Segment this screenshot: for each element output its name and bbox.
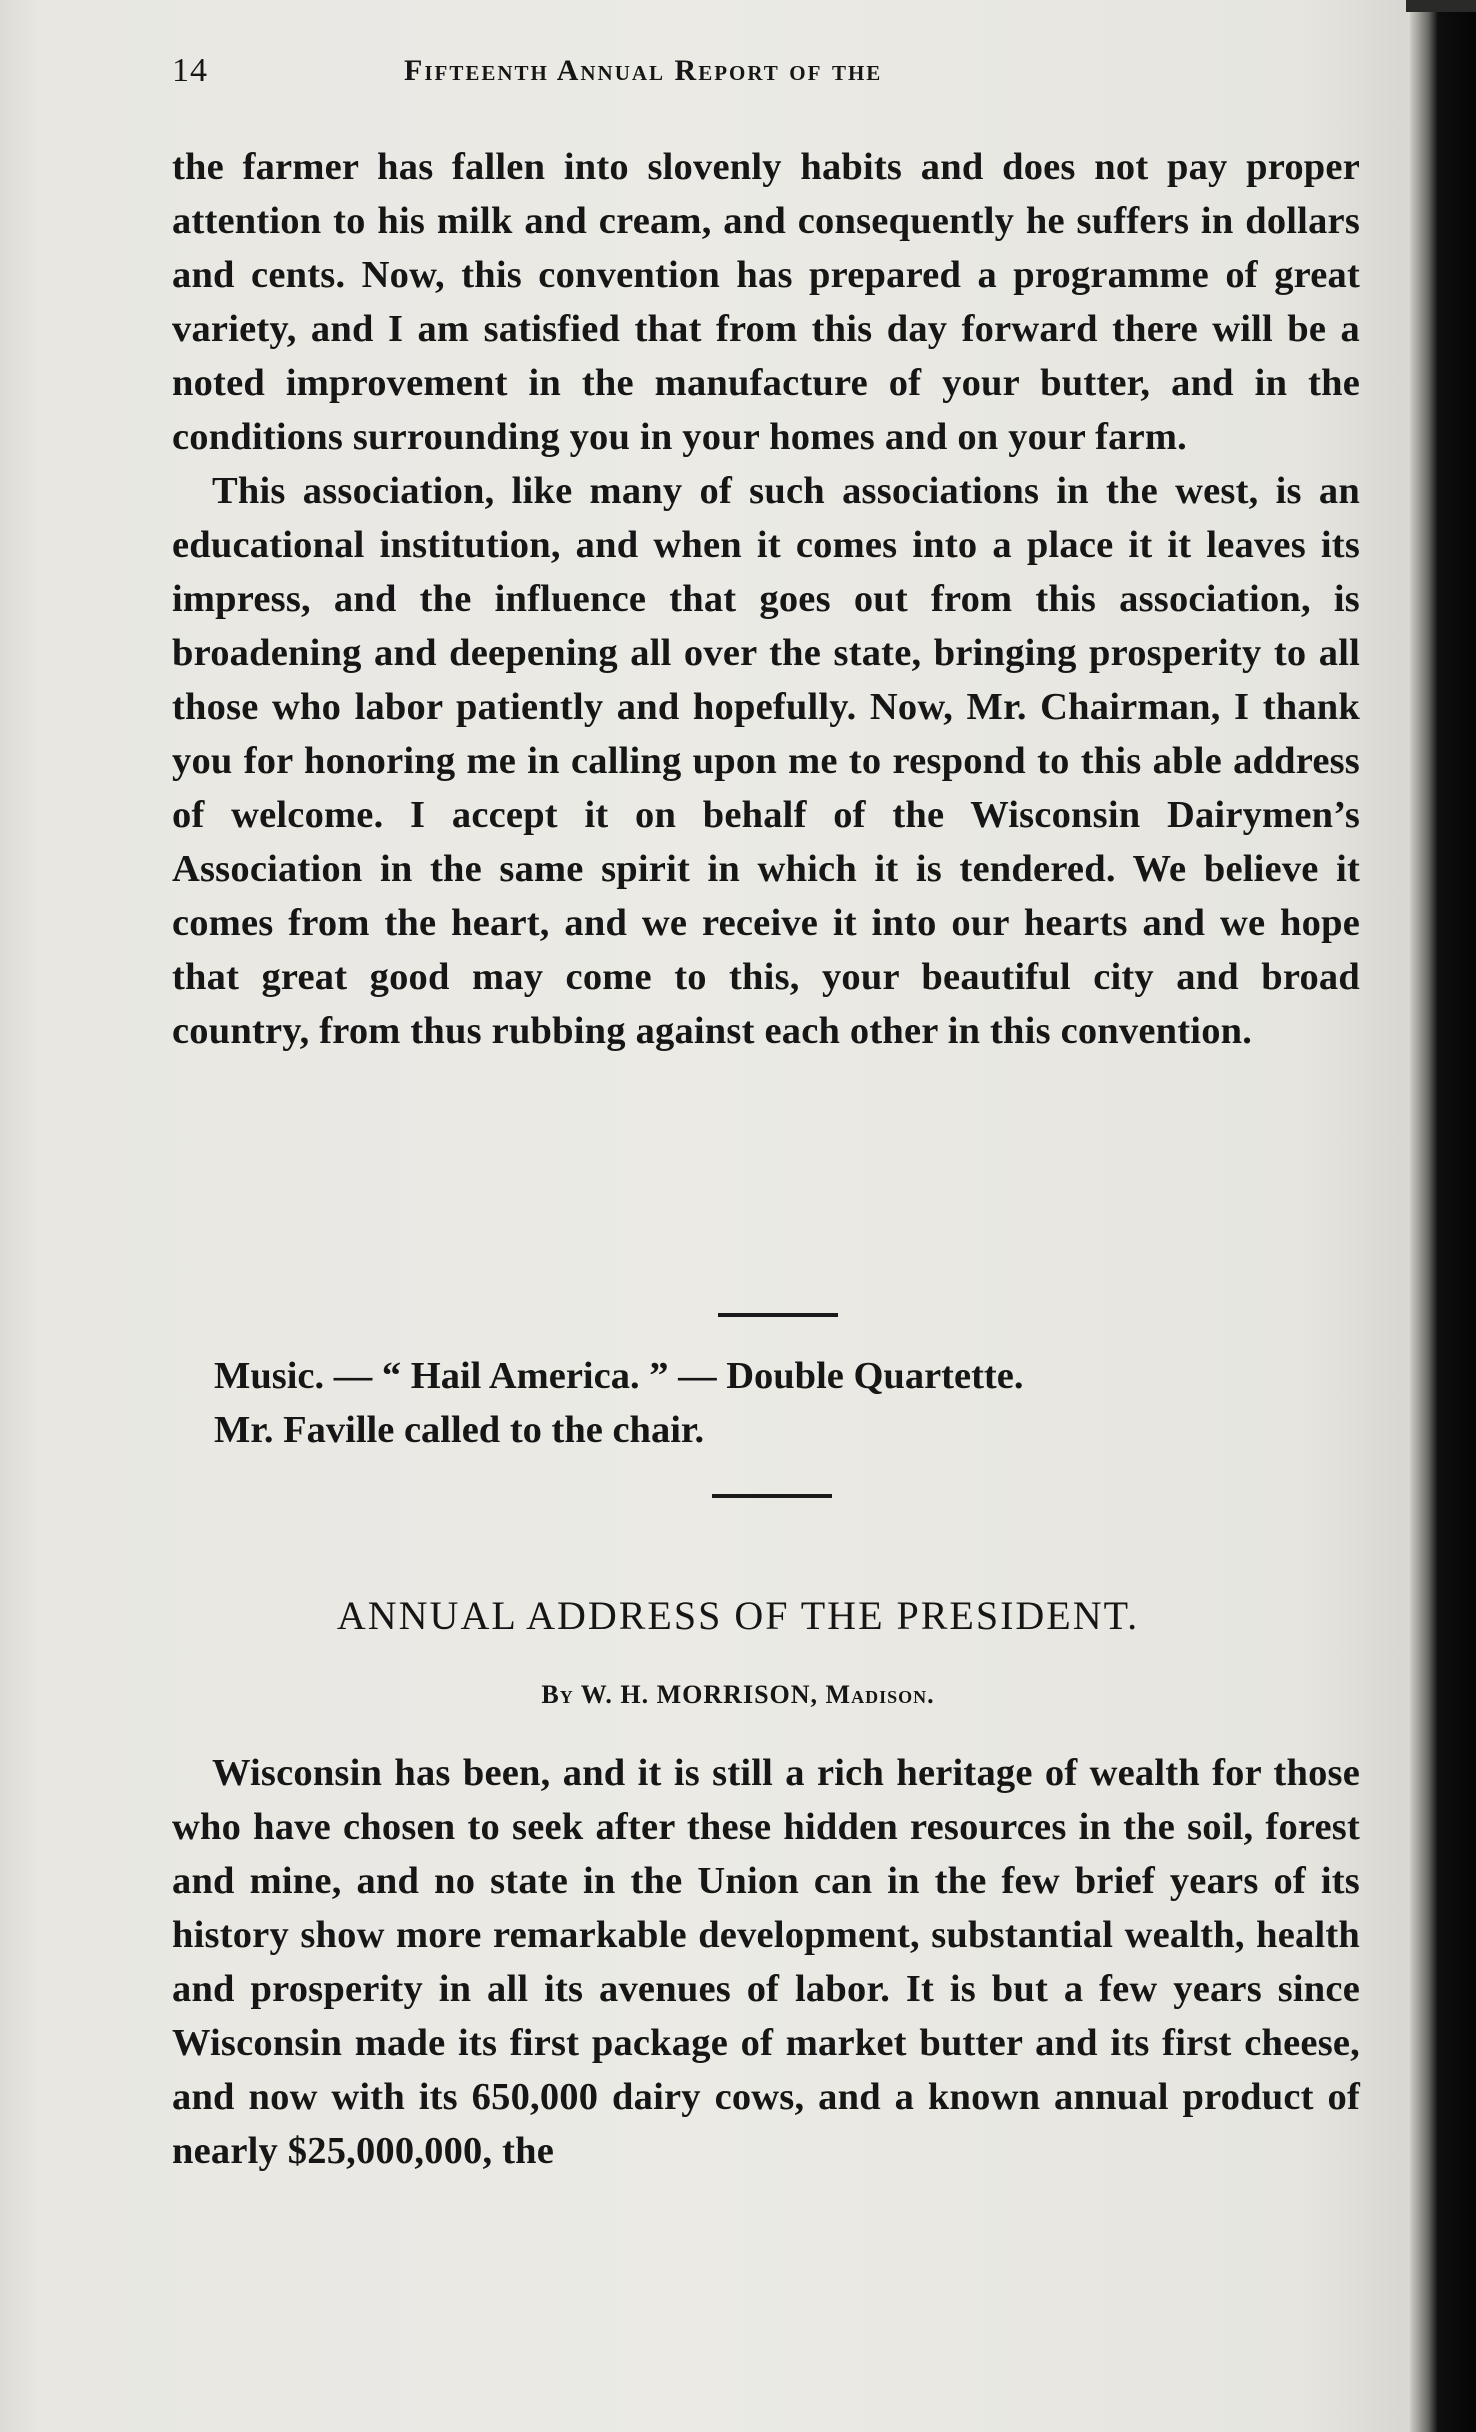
paragraph-address: Wisconsin has been, and it is still a rich heritage of wealth for those who have chosen to seek after these hidden resources in the soil, forest and mine, and no state in the Union can in the few brief years of its history show more remarkable development, substantial wealth, health and prosperity in all its avenues of labor. It is but a few years since Wisconsin made its first package of market butter and its first cheese, and now with its 650,000 dairy cows, and a known annual product of nearly $25,000,000, the (172, 1752, 1360, 2172)
continuation-text (172, 140, 1360, 1058)
music-note: Music. — “ Hail America. ” — Double Quartette. (214, 1355, 1024, 1397)
page-header (172, 52, 1360, 108)
running-head: Fifteenth Annual Report of the (404, 54, 883, 87)
section-byline: By W. H. MORRISON, Madison. (541, 1680, 935, 1709)
paragraph-continuation: the farmer has fallen into slovenly habits and does not pay proper attention to his milk and cream, and consequently he suffers in dollars and cents. Now, this convention has prepared a programme of great variety, and I am satisfied that from this day forward there will be a noted improvement in the manufacture of your butter, and in the conditions surrounding you in your homes and on your farm. (172, 146, 1360, 458)
section-title: ANNUAL ADDRESS OF THE PRESIDENT. (336, 1593, 1140, 1638)
book-spine-edge (1406, 0, 1476, 12)
book-spine-shadow (1410, 0, 1476, 2432)
section-divider-top (718, 1313, 838, 1317)
page-number: 14 (172, 52, 208, 89)
section-divider-bottom (712, 1494, 832, 1498)
paragraph-association: This association, like many of such associations in the west, is an educational institution, and when it comes into a place it it leaves its impress, and the influence that goes out from this association, is broadening and deepening all over the state, bringing prosperity to all those who labor patiently and hopefully. Now, Mr. Chairman, I thank you for honoring me in calling upon me to respond to this able address of welcome. I accept it on behalf of the Wisconsin Dairymen’s Association in the same spirit in which it is tendered. We believe it comes from the heart, and we receive it into our hearts and we hope that great good may come to this, your beautiful city and broad country, from thus rubbing against each other in this convention. (172, 470, 1360, 1052)
chair-note: Mr. Faville called to the chair. (214, 1409, 705, 1451)
address-text (172, 1746, 1360, 2178)
